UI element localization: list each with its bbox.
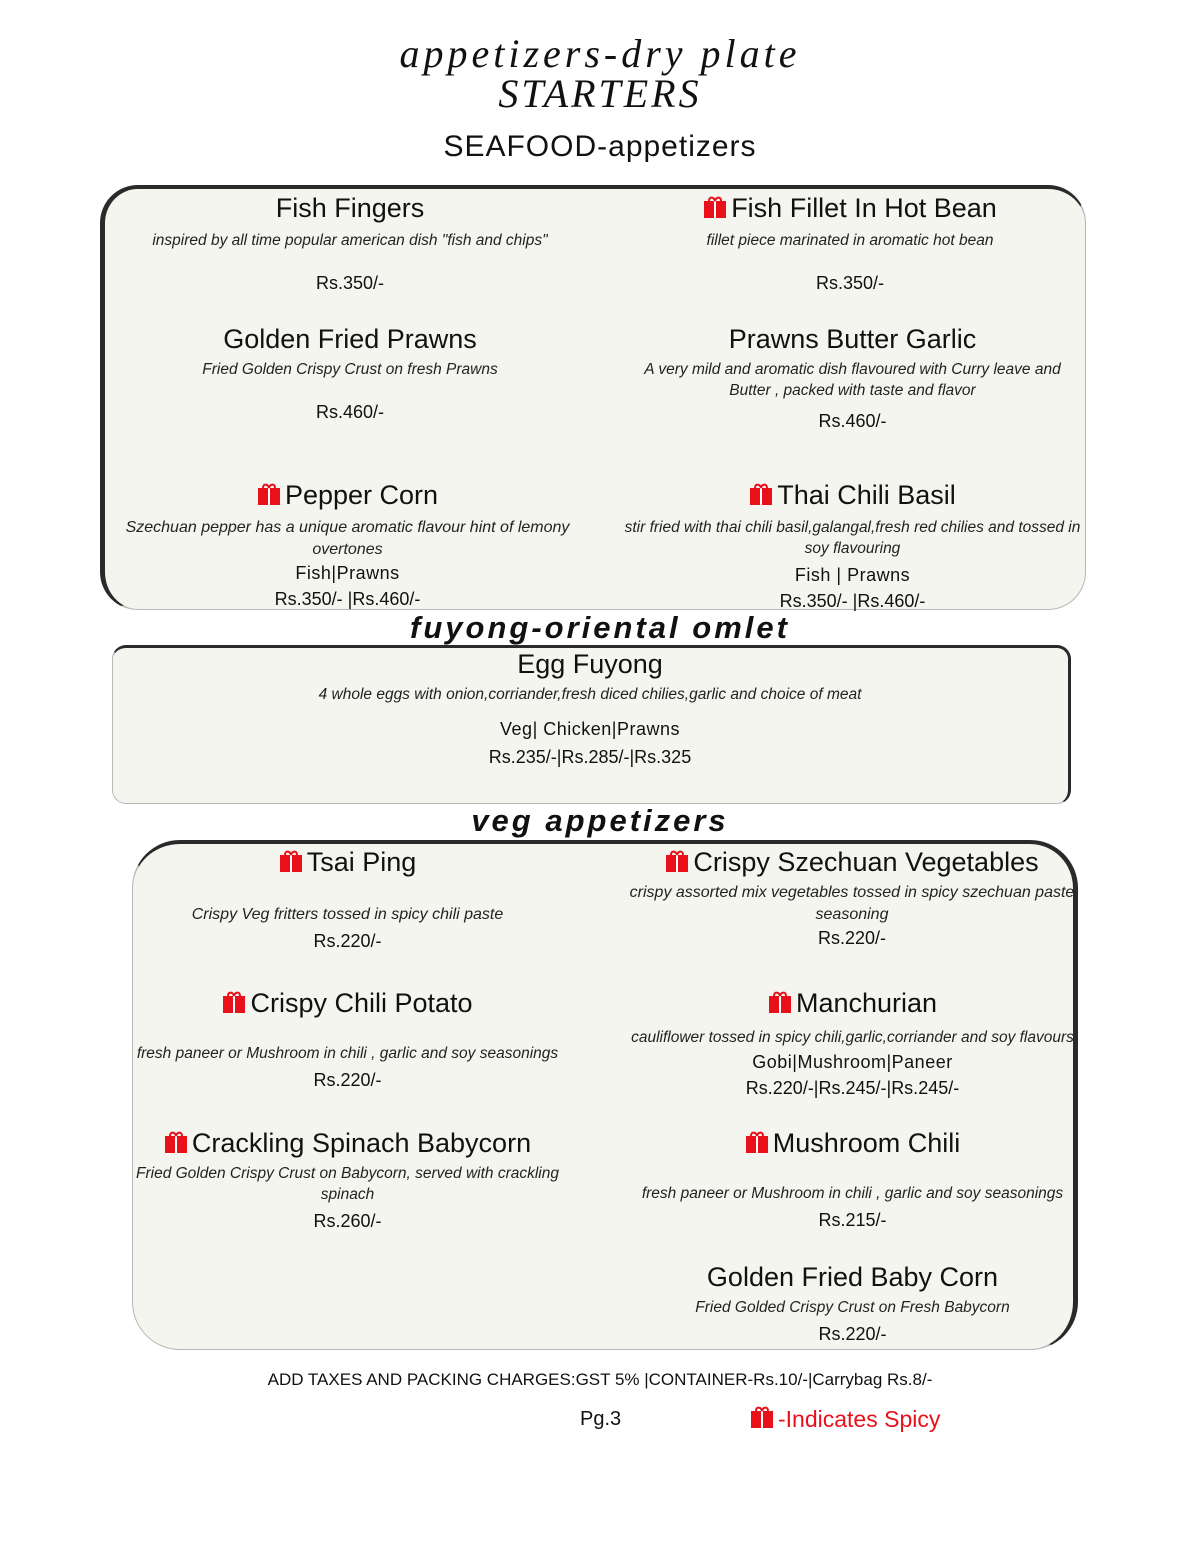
item-price: Rs.220/- [818,1324,887,1344]
item-description: fresh paneer or Mushroom in chili , garlic and soy seasonings [641,1185,1064,1202]
section-title-veg: veg appetizers [471,803,729,838]
menu-item [625,323,1080,433]
page-number: Pg.3 [580,1408,622,1430]
spicy-icon [745,1130,769,1154]
item-description: stir fried with thai chili basil,galangal,fresh red chilies and tossed in soy flavouring [624,519,1081,557]
item-description: Fried Golden Crispy Crust on fresh Prawns [202,361,498,378]
item-price: Rs.220/- [313,931,382,951]
spicy-icon [768,990,792,1014]
spicy-icon [749,482,773,506]
item-price: Rs.260/- [313,1211,382,1231]
item-description: A very mild and aromatic dish flavoured with Curry leave and Butter , packed with taste and flavor [644,361,1061,399]
item-description: cauliflower tossed in spicy chili,garlic,corriander and soy flavours [631,1029,1074,1046]
item-name: Mushroom Chili [772,1128,961,1158]
menu-item [120,987,575,1092]
item-name: Prawns Butter Garlic [728,324,977,354]
item-name: Thai Chili Basil [777,480,956,510]
item-price: Rs.350/- |Rs.460/- [274,589,421,609]
spicy-icon [279,849,303,873]
item-price: Rs.220/- [313,1070,382,1090]
item-description: Szechuan pepper has a unique aromatic flavour hint of lemony overtones [125,519,570,558]
menu-item [120,648,1060,769]
item-options: Gobi|Mushroom|Paneer [752,1052,953,1072]
item-name: Pepper Corn [284,480,439,510]
spicy-icon [703,195,727,219]
spicy-icon [164,1130,188,1154]
item-name: Fish Fingers [275,193,425,223]
item-price: Rs.350/- |Rs.460/- [779,591,926,611]
item-price: Rs.235/-|Rs.285/-|Rs.325 [488,747,692,767]
item-name: Golden Fried Baby Corn [706,1262,999,1292]
menu-item [630,987,1075,1100]
item-description: fresh paneer or Mushroom in chili , garlic and soy seasonings [136,1045,559,1062]
taxes-note: ADD TAXES AND PACKING CHARGES:GST 5% |CONTAINER-Rs.10/-|Carrybag Rs.8/- [267,1370,933,1389]
menu-item [110,323,590,424]
item-description: crispy assorted mix vegetables tossed in spicy szechuan paste seasoning [629,884,1075,923]
menu-item [620,479,1085,613]
item-name: Golden Fried Prawns [223,324,477,354]
spicy-icon [257,482,281,506]
item-description: fillet piece marinated in aromatic hot bean [706,232,994,249]
item-options: Veg| Chicken|Prawns [500,719,680,739]
item-name: Manchurian [795,988,938,1018]
item-name: Crispy Chili Potato [250,988,473,1018]
item-price: Rs.220/-|Rs.245/-|Rs.245/- [745,1078,960,1098]
item-name: Crispy Szechuan Vegetables [693,847,1039,877]
menu-item [630,1261,1075,1346]
item-options: Fish|Prawns [295,563,400,583]
menu-item [610,192,1090,295]
spicy-legend-text: -Indicates Spicy [778,1406,941,1432]
item-price: Rs.460/- [315,402,385,422]
spicy-icon [665,849,689,873]
item-price: Rs.215/- [818,1210,887,1230]
menu-item [120,479,575,611]
menu-item [120,846,575,953]
menu-title-line1: appetizers-dry plate [399,31,801,76]
item-description: Crispy Veg fritters tossed in spicy chili paste [191,906,504,923]
item-price: Rs.350/- [815,273,885,293]
menu-item [630,1127,1075,1232]
spicy-legend [750,1405,940,1433]
item-description: inspired by all time popular american dish "fish and chips" [152,232,548,249]
menu-item [110,192,590,295]
spicy-icon [750,1405,774,1429]
menu-item [120,1127,575,1233]
item-price: Rs.220/- [817,928,887,948]
section-title-fuyong: fuyong-oriental omlet [410,610,790,645]
spicy-icon [222,990,246,1014]
item-price: Rs.460/- [818,411,887,431]
item-name: Egg Fuyong [517,649,663,679]
menu-item [622,846,1082,950]
section-title-seafood: SEAFOOD-appetizers [443,130,757,163]
item-name: Crackling Spinach Babycorn [191,1128,532,1158]
item-description: Fried Golden Crispy Crust on Babycorn, served with crackling spinach [136,1165,559,1203]
item-description: Fried Golded Crispy Crust on Fresh Babycorn [695,1299,1010,1316]
item-name: Tsai Ping [306,847,417,877]
item-description: 4 whole eggs with onion,corriander,fresh diced chilies,garlic and choice of meat [318,686,862,703]
item-options: Fish | Prawns [794,565,911,585]
item-price: Rs.350/- [315,273,385,293]
menu-title-line2: STARTERS [498,71,702,116]
item-name: Fish Fillet In Hot Bean [731,193,997,223]
